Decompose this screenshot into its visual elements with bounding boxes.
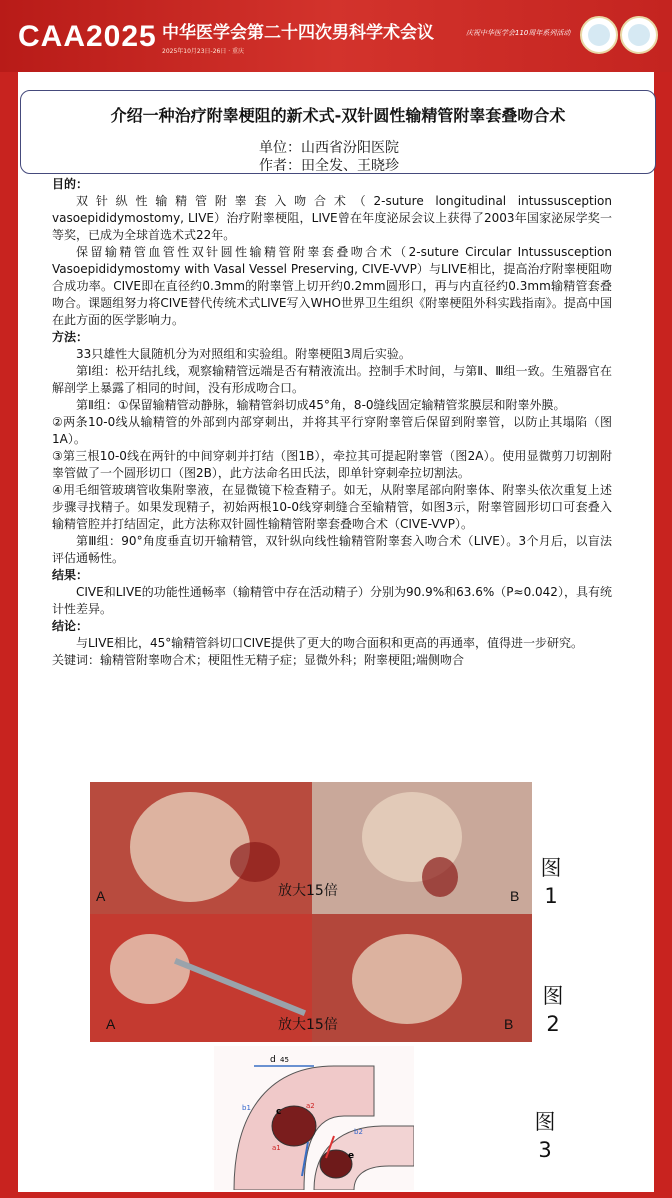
figure-3-caption-number: 3 [538,1138,552,1162]
objective-paragraph-2: 保留输精管血管性双针圆性输精管附睾套叠吻合术（2-suture Circular Intussusception Vasoepididymostomy with Vasal Vessel Preserving, CIVE-VVP）与LIVE相比，提高治疗附睾梗阻吻合成功率。CIVE即在直径约0.3mm的附睾管上切开约0.2mm圆形口，再与内直径约0.3mm输精管套叠吻合。课题组努力将CIVE替代传统术式LIVE写入WHO世界卫生组织《附睾梗阻外科实践指南》。提高中国在此方面的医学影响力。 [52,245,612,327]
methods-paragraph-6: ④用毛细管玻璃管收集附睾液，在显微镜下检查精子。如无，从附睾尾部向附睾体、附睾头依次重复上述步骤寻找精子。如果发现精子，初始两根10-0线穿刺缝合至输精管，如图3示，附睾管圆形切口可套叠入输精管腔并打结固定，此方法称双针圆性输精管附睾套叠吻合术（CIVE-VVP）。 [52,483,612,531]
keywords: 关键词：输精管附睾吻合术；梗阻性无精子症；显微外科；附睾梗阻;端侧吻合 [52,653,465,667]
anastomosis-diagram-svg [214,1046,414,1190]
label-angle: 45 [280,1056,289,1064]
figure-2-caption-number: 2 [546,1012,560,1036]
figure-1a-label: A [96,888,106,904]
conference-banner [0,0,672,72]
label-b1: b1 [242,1104,251,1112]
label-a1: a1 [272,1144,281,1152]
methods-paragraph-5: ③第三根10-0线在两针的中间穿刺并打结（图1B），牵拉其可提起附睾管（图2A）。使用显微剪刀切割附睾管做了一个圆形切口（图2B），此方法命名田氏法，即单针穿刺牵拉切割法。 [52,449,612,480]
results-heading: 结果： [52,568,89,582]
objective-heading: 目的： [52,177,89,191]
figure-3-caption [530,1108,560,1164]
authors: 作者：田全发、王晓珍 [259,158,399,174]
label-a2: a2 [306,1102,315,1110]
title-box [20,90,656,174]
label-b2: b2 [354,1128,363,1136]
figure-1-caption-word: 图 [540,856,562,880]
methods-paragraph-4: ②两条10-0线从输精管的外部到内部穿刺出，并将其平行穿附睾管后保留到附睾管，以防止其塌陷（图1A）。 [52,415,612,446]
label-c: c [276,1107,282,1117]
figure-1b-photo [312,782,532,914]
figure-2-caption [538,982,568,1038]
objective-paragraph-1: 双针纵性输精管附睾套入吻合术（2-suture longitudinal intussusception vasoepididymostomy, LIVE）治疗附睾梗阻，LIVE曾在年度泌尿会议上获得了2003年国家泌尿学奖一等奖，已成为全球首选术式22年。 [52,194,612,242]
figure-3-caption-word: 图 [534,1110,556,1134]
methods-heading: 方法： [52,330,89,344]
anniversary-slogan: 庆祝中华医学会110周年系列活动 [466,29,571,37]
figure-1b-label: B [510,888,520,904]
methods-paragraph-3: 第Ⅱ组：①保留输精管动静脉，输精管斜切成45°角，8-0缝线固定输精管浆膜层和附睾外膜。 [76,398,566,412]
figure-1-caption-number: 1 [544,884,558,908]
methods-paragraph-7: 第Ⅲ组：90°角度垂直切开输精管，双针纵向线性输精管附睾套入吻合术（LIVE）。3个月后，以盲法评估通畅性。 [52,534,612,565]
methods-paragraph-1: 33只雄性大鼠随机分为对照组和实验组。附睾梗阻3周后实验。 [76,347,411,361]
results-paragraph: CIVE和LIVE的功能性通畅率（输精管中存在活动精子）分别为90.9%和63.6%（P≈0.042），具有统计性差异。 [52,585,612,616]
figure-1-caption [536,854,566,910]
figure-2b-label: B [504,1016,514,1032]
conclusion-heading: 结论： [52,619,89,633]
conclusion-paragraph: 与LIVE相比，45°输精管斜切口CIVE提供了更大的吻合面积和更高的再通率，值得进一步研究。 [76,636,583,650]
figure-2-magnification: 放大15倍 [278,1017,338,1033]
figure-1-magnification: 放大15倍 [278,883,338,899]
society-logo-icon [620,16,658,54]
figure-2a-label: A [106,1016,116,1032]
conference-title: 中华医学会第二十四次男科学术会议 [162,23,434,43]
affiliation: 单位：山西省汾阳医院 [259,140,399,156]
label-d: d [270,1055,276,1065]
poster-title: 介绍一种治疗附睾梗阻的新术式-双针圆性输精管附睾套叠吻合术 [110,106,566,125]
figure-3-diagram [214,1046,414,1190]
poster-body [52,176,612,669]
methods-paragraph-2: 第Ⅰ组：松开结扎线，观察输精管远端是否有精液流出。控制手术时间，与第Ⅱ、Ⅲ组一致。生殖器官在解剖学上暴露了相同的时间，没有形成吻合口。 [52,364,612,395]
figure-2-caption-word: 图 [542,984,564,1008]
figure-2b-photo [312,914,532,1042]
cma-logo-icon [580,16,618,54]
label-e: e [348,1151,355,1161]
brand-logo-text: CAA2025 [18,20,157,53]
conference-subtitle: 2025年10月23日-26日 · 重庆 [162,48,245,55]
